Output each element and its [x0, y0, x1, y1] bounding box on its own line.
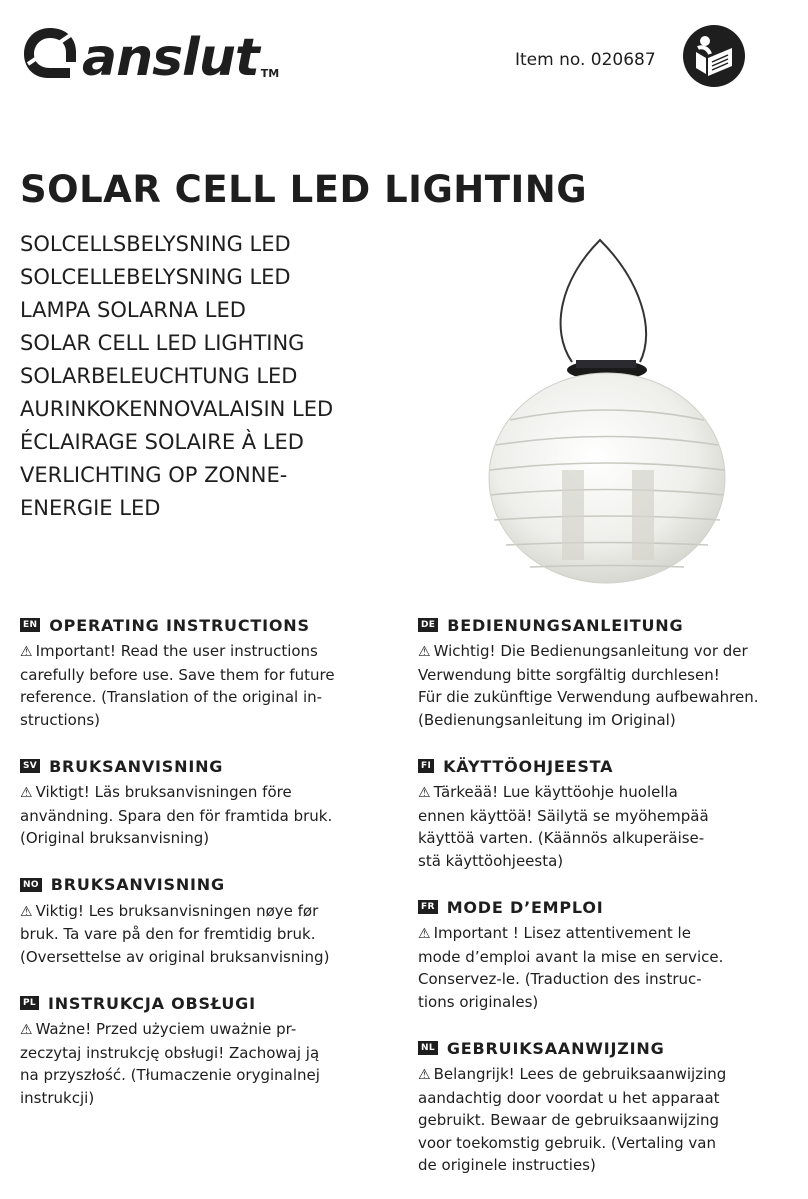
warning-icon: ⚠ [418, 1067, 431, 1083]
section-fi [418, 753, 798, 872]
subtitle-fi: AURINKOKENNOVALAISIN LED [20, 397, 334, 421]
section-text-sv-3: (Original bruksanvisning) [20, 829, 210, 847]
section-text-pl-2: zeczytaj instrukcję obsługi! Zachowaj ją [20, 1043, 320, 1062]
warning-icon: ⚠ [20, 903, 33, 920]
section-text-de-4: (Bedienungsanleitung im Original) [418, 710, 676, 729]
section-title-fi: KÄYTTÖOHJEESTA [443, 756, 614, 776]
section-text-sv-1: Viktigt! Läs bruksanvisningen före [35, 783, 292, 801]
lang-badge-fi: FI [418, 759, 434, 773]
section-text-fr-1: Important ! Lisez attentivement le [433, 924, 691, 942]
section-text-fi-4: stä käyttöohjeesta) [418, 851, 564, 870]
section-text-de-1: Wichtig! Die Bedienungsanleitung vor der [433, 642, 748, 660]
warning-icon: ⚠ [418, 644, 431, 660]
warning-icon: ⚠ [418, 926, 431, 942]
anslut-logo-icon [20, 22, 80, 84]
section-text-sv-2: användning. Spara den för framtida bruk. [20, 806, 333, 825]
warning-icon: ⚠ [418, 785, 431, 801]
subtitle-en: SOLAR CELL LED LIGHTING [20, 331, 305, 355]
read-manual-icon [682, 24, 746, 88]
section-text-pl-3: na przyszłość. (Tłumaczenie oryginalnej [20, 1066, 320, 1084]
section-text-nl-5: de originele instructies) [418, 1156, 596, 1174]
section-text-fr-4: tions originales) [418, 992, 539, 1011]
section-text-nl-1: Belangrijk! Lees de gebruiksaanwijzing [433, 1065, 727, 1083]
subtitle-pl: LAMPA SOLARNA LED [20, 298, 246, 322]
lang-badge-fr: FR [418, 900, 438, 914]
brand-logo [20, 22, 280, 88]
section-text-pl-4: instrukcji) [20, 1088, 95, 1107]
section-text-de-3: Für die zukünftige Verwendung aufbewahren. [418, 688, 759, 706]
section-pl [20, 990, 400, 1109]
trademark: TM [260, 67, 280, 80]
page-title: SOLAR CELL LED LIGHTING [20, 168, 588, 211]
lang-badge-pl: PL [20, 996, 39, 1010]
instructions-left-column [20, 612, 400, 1131]
section-en [20, 612, 400, 731]
section-text-no-3: (Oversettelse av original bruksanvisning) [20, 947, 330, 966]
section-text-fr-3: Conservez-le. (Traduction des instruc- [418, 970, 702, 988]
section-title-nl: GEBRUIKSAANWIJZING [446, 1038, 665, 1058]
section-de [418, 612, 798, 731]
section-title-fr: MODE D’EMPLOI [446, 897, 604, 917]
section-sv [20, 753, 400, 850]
section-title-sv: BRUKSANVISNING [49, 756, 224, 776]
lantern-product-image [480, 230, 740, 590]
section-text-fr-2: mode d’emploi avant la mise en service. [418, 947, 724, 966]
section-title-no: BRUKSANVISNING [50, 875, 225, 894]
section-text-fi-2: ennen käyttöä! Säilytä se myöhempää [418, 806, 709, 825]
warning-icon: ⚠ [20, 1022, 33, 1038]
section-no [20, 872, 400, 969]
section-text-no-2: bruk. Ta vare på den for fremtidig bruk. [20, 925, 316, 943]
section-title-pl: INSTRUKCJA OBSŁUGI [47, 993, 256, 1013]
instructions-right-column [418, 612, 798, 1199]
section-text-de-2: Verwendung bitte sorgfältig durchlesen! [418, 665, 720, 684]
section-text-nl-2: aandachtig door voordat u het apparaat [418, 1088, 720, 1107]
section-text-fi-1: Tärkeää! Lue käyttöohje huolella [433, 783, 678, 801]
lang-badge-de: DE [418, 618, 438, 632]
lang-badge-sv: SV [20, 759, 40, 773]
section-text-fi-3: käyttöä varten. (Käännös alkuperäise- [418, 829, 705, 847]
lang-badge-en: EN [20, 618, 40, 632]
subtitle-nl-1: VERLICHTING OP ZONNE- [20, 463, 288, 487]
section-title-de: BEDIENUNGSANLEITUNG [447, 615, 684, 635]
section-text-en-1: Important! Read the user instructions [35, 642, 318, 660]
section-text-en-3: reference. (Translation of the original in- [20, 688, 323, 706]
translated-titles [20, 228, 333, 525]
section-text-nl-4: voor toekomstig gebruik. (Vertaling van [418, 1133, 717, 1152]
subtitle-de: SOLARBELEUCHTUNG LED [20, 364, 298, 388]
lang-badge-nl: NL [418, 1041, 438, 1055]
section-fr [418, 894, 798, 1013]
section-text-en-2: carefully before use. Save them for future [20, 665, 335, 684]
subtitle-nl-2: ENERGIE LED [20, 496, 161, 520]
section-title-en: OPERATING INSTRUCTIONS [49, 615, 310, 635]
section-text-nl-3: gebruikt. Bewaar de gebruiksaanwijzing [418, 1111, 720, 1129]
warning-icon: ⚠ [20, 644, 33, 660]
item-number: Item no. 020687 [515, 50, 656, 70]
warning-icon: ⚠ [20, 785, 33, 801]
subtitle-no: SOLCELLEBELYSNING LED [20, 265, 291, 289]
subtitle-fr: ÉCLAIRAGE SOLAIRE À LED [20, 430, 304, 454]
section-text-no-1: Viktig! Les bruksanvisningen nøye før [35, 901, 319, 920]
section-nl [418, 1035, 798, 1177]
lang-badge-no: NO [20, 878, 42, 892]
section-text-en-4: structions) [20, 710, 101, 729]
brand-name: anslut [82, 28, 259, 88]
section-text-pl-1: Ważne! Przed użyciem uważnie pr- [35, 1020, 297, 1038]
subtitle-sv: SOLCELLSBELYSNING LED [20, 232, 291, 256]
